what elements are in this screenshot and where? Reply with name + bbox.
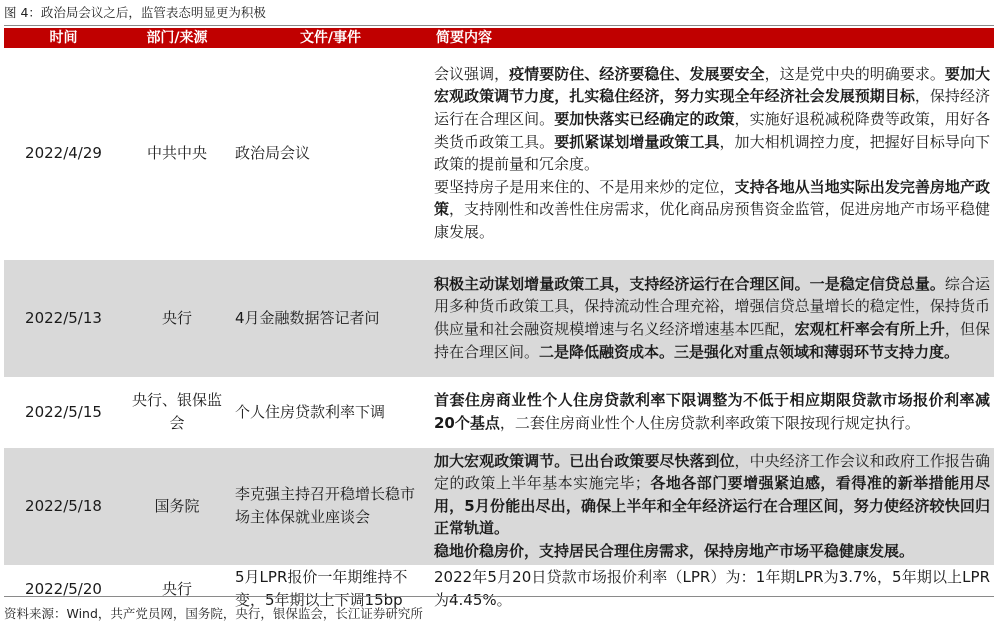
header-date: 时间: [4, 28, 123, 48]
summary-emphasis: 积极主动谋划增量政策工具，支持经济运行在合理区间。一是稳定信贷总量。: [434, 274, 945, 293]
summary-text: ，这是党中央的明确要求。: [764, 64, 945, 83]
summary-text: ，支持刚性和改善性住房需求，优化商品房预售资金监管，促进房地产市场平稳健康发展。: [434, 200, 990, 242]
table-row: [4, 48, 994, 259]
table-row: [4, 259, 994, 377]
cell-date: 2022/5/20: [4, 565, 123, 613]
summary-emphasis: 要加快落实已经确定的政策: [554, 110, 735, 129]
table-row: [4, 447, 994, 565]
summary-text: ，但保持在合理区间。: [434, 320, 990, 361]
cell-summary: [430, 447, 994, 565]
cell-doc: 个人住房贷款利率下调: [231, 377, 430, 447]
cell-dept: 中共中央: [123, 48, 231, 259]
summary-emphasis: 要加大宏观政策调节力度，扎实稳住经济，努力实现全年经济社会发展预期目标: [434, 64, 990, 106]
summary-emphasis: 二是降低融资成本。三是强化对重点领域和薄弱环节支持力度。: [539, 342, 960, 361]
bottom-divider: [4, 596, 994, 597]
cell-summary: [430, 259, 994, 377]
cell-dept: 央行: [123, 259, 231, 377]
summary-text: ，保持经济运行在合理区间。: [434, 87, 990, 129]
summary-text: 会议强调，: [434, 64, 510, 83]
summary-emphasis: 各地各部门要增强紧迫感，看得准的新举措能用尽用，5月份能出尽出，确保上半年和全年经济运行在合理区间，努力使经济较快回归正常轨道。: [434, 474, 990, 538]
summary-text: 综合运用多种货币政策工具，保持流动性合理充裕，增强信贷总量增长的稳定性，保持货币供应量和社会融资规模增速与名义经济增速基本匹配，: [434, 274, 990, 338]
cell-summary: [430, 48, 994, 259]
cell-doc: 4月金融数据答记者问: [231, 259, 430, 377]
summary-emphasis: 要抓紧谋划增量政策工具: [554, 132, 720, 151]
summary-emphasis: 支持各地从当地实际出发完善房地产政策: [434, 177, 990, 219]
summary-text: ，实施好退税减税降费等政策，用好各类货币政策工具。: [434, 110, 990, 151]
cell-dept: 国务院: [123, 447, 231, 565]
cell-doc: 5月LPR报价一年期维持不变，5年期以上下调15bp: [231, 565, 430, 613]
header-summary: 简要内容: [430, 28, 994, 48]
cell-dept: 央行: [123, 565, 231, 613]
cell-date: 2022/5/13: [4, 259, 123, 377]
summary-emphasis: 宏观杠杆率会有所上升: [794, 320, 945, 338]
header-doc: 文件/事件: [231, 28, 430, 48]
source-note: 资料来源：Wind，共产党员网，国务院，央行，银保监会，长江证券研究所: [4, 606, 423, 621]
summary-paragraph: [434, 450, 990, 540]
cell-date: 2022/4/29: [4, 48, 123, 259]
figure-title: 图 4：政治局会议之后，监管表态明显更为积极: [4, 5, 266, 20]
cell-date: 2022/5/18: [4, 447, 123, 565]
header-dept: 部门/来源: [123, 28, 231, 48]
cell-date: 2022/5/15: [4, 377, 123, 447]
cell-doc: 李克强主持召开稳增长稳市场主体保就业座谈会: [231, 447, 430, 565]
summary-text: ，加大相机调控力度，把握好目标导向下政策的提前量和冗余度。: [434, 132, 990, 174]
title-divider: [4, 25, 994, 26]
summary-emphasis: 疫情要防住、经济要稳住、发展要安全: [509, 64, 765, 83]
summary-text: ，二套住房商业性个人住房贷款利率政策下限按现行规定执行。: [499, 414, 920, 432]
cell-doc: 政治局会议: [231, 48, 430, 259]
table-header-row: [4, 28, 994, 48]
summary-text: 2022年5月20日贷款市场报价利率（LPR）为：1年期LPR为3.7%，5年期以上LPR为4.45%。: [434, 568, 990, 609]
summary-emphasis: 加大宏观政策调节。已出台政策要尽快落到位: [434, 451, 735, 470]
summary-paragraph: [434, 63, 990, 176]
summary-emphasis: 首套住房商业性个人住房贷款利率下限调整为不低于相应期限贷款市场报价利率减20个基点: [434, 391, 990, 432]
cell-summary: [430, 377, 994, 447]
cell-dept: 央行、银保监会: [123, 377, 231, 447]
summary-text: 要坚持房子是用来住的、不是用来炒的定位，: [434, 177, 735, 196]
summary-emphasis: 稳地价稳房价，支持居民合理住房需求，保持房地产市场平稳健康发展。: [434, 541, 915, 560]
summary-text: ，中央经济工作会议和政府工作报告确定的政策上半年基本实施完毕；: [434, 451, 990, 493]
table-row: [4, 377, 994, 447]
summary-paragraph: [434, 176, 990, 244]
policy-table: [4, 28, 994, 614]
